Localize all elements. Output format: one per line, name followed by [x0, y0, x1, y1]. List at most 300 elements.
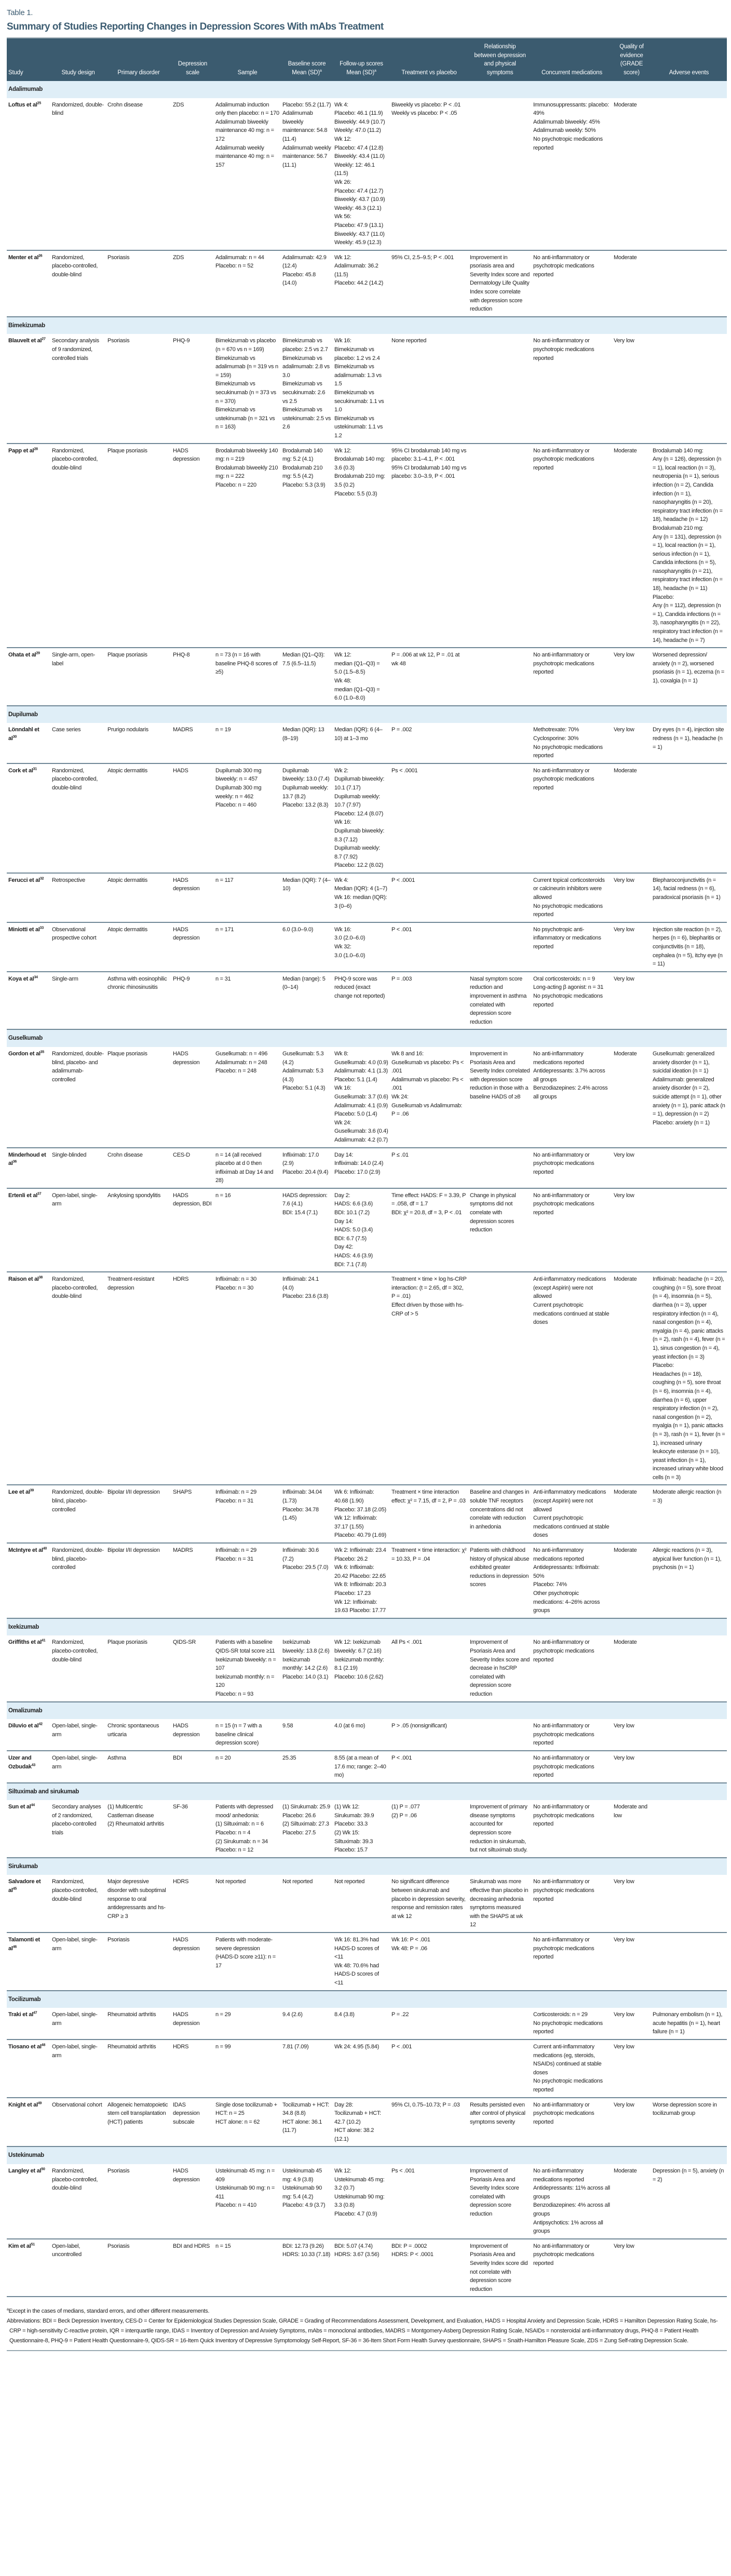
primary-disorder-cell: Atopic dermatitis — [106, 922, 171, 972]
study-reference: 38 — [38, 1276, 43, 1280]
concurrent-medications-cell: Corticosteroids: n = 29 No psychotropic medications reported — [532, 2008, 612, 2040]
table-row — [7, 1148, 727, 1188]
primary-disorder-cell: Bipolar I/II depression — [106, 1543, 171, 1618]
study-cell — [7, 1933, 50, 1991]
footnote-a-text: Except in the cases of medians, standard errors, and other different measurements. — [8, 2308, 210, 2315]
sample-cell: Infliximab: n = 30 Placebo: n = 30 — [214, 1272, 281, 1485]
concurrent-medications-cell: Anti-inflammatory medications (except Aspirin) were not allowed Current psychotropic medications continued at stable doses — [532, 1485, 612, 1543]
primary-disorder-cell: Chronic spontaneous urticaria — [106, 1719, 171, 1751]
primary-disorder-cell: Plaque psoriasis — [106, 648, 171, 706]
treatment-vs-placebo-cell: 95% CI brodalumab 140 mg vs placebo: 3.1–4.1, P < .001 95% CI brodalumab 140 mg vs placebo: 3.0–3.9, P < .001 — [390, 444, 468, 648]
primary-disorder-cell: Atopic dermatitis — [106, 873, 171, 922]
primary-disorder-cell: Psoriasis — [106, 1933, 171, 1991]
baseline-score-cell: Ixekizumab biweekly: 13.8 (2.6) Ixekizumab monthly: 14.2 (2.6) Placebo: 14.0 (3.1) — [281, 1635, 333, 1701]
treatment-vs-placebo-cell: P ≤ .01 — [390, 1148, 468, 1188]
study-design-cell: Open-label, single-arm — [50, 1933, 106, 1991]
study-reference: 36 — [12, 1160, 17, 1164]
baseline-score-cell: Adalimumab: 42.9 (12.4) Placebo: 45.8 (14.0) — [281, 250, 333, 317]
relationship-cell: Change in physical symptoms did not correlate with depression scores reduction — [468, 1188, 532, 1272]
header-study: Study — [7, 38, 50, 81]
sample-cell: Adalimumab induction only then placebo: n = 170 Adalimumab biweekly maintenance 40 mg: n = 172 Adalimumab weekly maintenance 40 mg: n = 157 — [214, 98, 281, 250]
relationship-cell: Improvement of Psoriasis Area and Severity Index score did not correlate with depression score reduction — [468, 2239, 532, 2297]
study-name: Uzer and Ozbudak — [8, 1754, 32, 1770]
table-row — [7, 922, 727, 972]
sample-cell: Adalimumab: n = 44 Placebo: n = 52 — [214, 250, 281, 317]
relationship-cell — [468, 1148, 532, 1188]
study-name: Lee et al — [8, 1489, 30, 1496]
depression-scale-cell: HDRS — [171, 2040, 214, 2098]
study-design-cell: Secondary analyses of 2 randomized, placebo-controlled trials — [50, 1800, 106, 1858]
followup-scores-cell: Wk 6: Infliximab: 40.68 (1.90) Placebo: 37.18 (2.05) Wk 12: Infliximab: 37.17 (1.55) Placebo: 40.79 (1.69) — [333, 1485, 390, 1543]
section-row — [7, 1702, 727, 1720]
primary-disorder-cell: Atopic dermatitis — [106, 763, 171, 873]
study-cell — [7, 1047, 50, 1148]
quality-of-evidence-cell: Moderate — [612, 1047, 651, 1148]
study-reference: 44 — [31, 1803, 35, 1807]
study-reference: 37 — [37, 1192, 42, 1196]
adverse-events-cell — [651, 1751, 727, 1783]
section-row — [7, 1783, 727, 1801]
primary-disorder-cell: Ankylosing spondylitis — [106, 1188, 171, 1272]
header-medications: Concurrent medications — [532, 38, 612, 81]
study-cell — [7, 873, 50, 922]
followup-scores-cell: Wk 24: 4.95 (5.84) — [333, 2040, 390, 2098]
depression-scale-cell: CES-D — [171, 1148, 214, 1188]
relationship-cell: Nasal symptom score reduction and improvement in asthma correlated with depression score reduction — [468, 972, 532, 1030]
baseline-score-cell: BDI: 12.73 (9.26) HDRS: 10.33 (7.18) — [281, 2239, 333, 2297]
quality-of-evidence-cell: Moderate and low — [612, 1800, 651, 1858]
sample-cell: Dupilumab 300 mg biweekly: n = 457 Dupilumab 300 mg weekly: n = 462 Placebo: n = 460 — [214, 763, 281, 873]
treatment-vs-placebo-cell: Treatment × time interaction: χ² = 10.33, P = .04 — [390, 1543, 468, 1618]
study-design-cell: Randomized, double-blind — [50, 98, 106, 250]
treatment-vs-placebo-cell: Time effect: HADS: F = 3.39, P = .058, df = 1.7 BDI: χ² = 20.8, df = 3, P < .01 — [390, 1188, 468, 1272]
depression-scale-cell: HADS depression — [171, 2008, 214, 2040]
study-design-cell: Single-blinded — [50, 1148, 106, 1188]
depression-scale-cell: HADS depression — [171, 2164, 214, 2239]
concurrent-medications-cell: No anti-inflammatory or psychotropic medications reported — [532, 2098, 612, 2147]
treatment-vs-placebo-cell: P = .002 — [390, 723, 468, 763]
study-name: Tiosano et al — [8, 2043, 42, 2050]
baseline-score-cell: Ustekinumab 45 mg: 4.9 (3.8) Ustekinumab 90 mg: 5.4 (4.2) Placebo: 4.9 (3.7) — [281, 2164, 333, 2239]
sample-cell: Bimekizumab vs placebo (n = 670 vs n = 169) Bimekizumab vs adalimumab (n = 319 vs n = 159) Bimekizumab vs secukinumab (n = 373 vs n = 370) Bimekizumab vs ustekinumab (n = 321 vs n = 163) — [214, 334, 281, 443]
sample-cell: Infliximab: n = 29 Placebo: n = 31 — [214, 1485, 281, 1543]
study-name: Blauvelt et al — [8, 338, 42, 344]
baseline-score-cell: Tocilizumab + HCT: 34.8 (8.8) HCT alone: 36.1 (11.7) — [281, 2098, 333, 2147]
quality-of-evidence-cell: Very low — [612, 1188, 651, 1272]
primary-disorder-cell: Rheumatoid arthritis — [106, 2040, 171, 2098]
study-name: McIntyre et al — [8, 1547, 43, 1554]
treatment-vs-placebo-cell: P < .001 — [390, 922, 468, 972]
study-cell — [7, 922, 50, 972]
primary-disorder-cell: Psoriasis — [106, 250, 171, 317]
study-cell — [7, 648, 50, 706]
baseline-score-cell: Not reported — [281, 1875, 333, 1933]
table-row — [7, 1543, 727, 1618]
study-name: Gordon et al — [8, 1050, 40, 1057]
concurrent-medications-cell: No anti-inflammatory or psychotropic medications reported — [532, 1188, 612, 1272]
table-label: Table 1. — [7, 8, 33, 17]
sample-cell: Patients with a baseline QIDS-SR total score ≥11 Ixekizumab biweekly: n = 107 Ixekizumab monthly: n = 120 Placebo: n = 93 — [214, 1635, 281, 1701]
baseline-score-cell: 25.35 — [281, 1751, 333, 1783]
relationship-cell: Baseline and changes in soluble TNF receptors concentrations did not correlate with reduction in anhedonia — [468, 1485, 532, 1543]
sample-cell: n = 73 (n = 16 with baseline PHQ-8 scores of ≥5) — [214, 648, 281, 706]
header-followup-footnote-mark: a — [374, 69, 376, 73]
baseline-score-cell: 7.81 (7.09) — [281, 2040, 333, 2098]
study-cell — [7, 1485, 50, 1543]
depression-scale-cell: SF-36 — [171, 1800, 214, 1858]
study-name: Griffiths et al — [8, 1639, 42, 1646]
baseline-score-cell: Brodalumab 140 mg: 5.2 (4.1) Brodalumab 210 mg: 5.5 (4.2) Placebo: 5.3 (3.9) — [281, 444, 333, 648]
table-row — [7, 648, 727, 706]
primary-disorder-cell: Psoriasis — [106, 2239, 171, 2297]
section-row — [7, 1991, 727, 2008]
table-row — [7, 763, 727, 873]
table-footnotes — [7, 2306, 727, 2351]
section-title: Tocilizumab — [7, 1991, 727, 2008]
baseline-score-cell: Infliximab: 34.04 (1.73) Placebo: 34.78 (1.45) — [281, 1485, 333, 1543]
adverse-events-cell — [651, 1719, 727, 1751]
table-row — [7, 2040, 727, 2098]
section-title: Dupilumab — [7, 706, 727, 723]
footnote-abbreviations: Abbreviations: BDI = Beck Depression Inventory, CES-D = Center for Epidemiological Studies Depression Scale, GRADE = Grading of Recommendations Assessment, Development, and Evaluation, HADS = Hospital Anxiety and Depression Scale, HDRS = Hamilton Depression Rating Scale, hs-CRP = high-sensitivity C-reactive protein, IQR = interquartile range, IDAS = Inventory of Depression and Anxiety Symptoms, mAbs = monoclonal antibodies, MADRS = Montgomery-Asberg Depression Rating Scale, NSAIDs = nonsteroidal anti-inflammatory drugs, PHQ-8 = Patient Health Questionnaire-8, PHQ-9 = Patient Health Questionnaire-9, QIDS-SR = 16-Item Quick Inventory of Depressive Symptomology Self-Report, SF-36 = 36-Item Short Form Health Survey questionnaire, SHAPS = Snaith-Hamilton Pleasure Scale, ZDS = Zung Self-rating Depression Scale. — [7, 2318, 718, 2344]
study-reference: 34 — [34, 975, 38, 980]
sample-cell: n = 15 — [214, 2239, 281, 2297]
treatment-vs-placebo-cell: Biweekly vs placebo: P < .01 Weekly vs placebo: P < .05 — [390, 98, 468, 250]
baseline-score-cell: Bimekizumab vs placebo: 2.5 vs 2.7 Bimekizumab vs adalimumab: 2.8 vs 3.0 Bimekizumab vs secukinumab: 2.6 vs 2.5 Bimekizumab vs ustekinumab: 2.5 vs 2.6 — [281, 334, 333, 443]
section-title: Sirukumab — [7, 1858, 727, 1875]
study-design-cell: Randomized, placebo-controlled, double-blind — [50, 1635, 106, 1701]
study-reference: 48 — [41, 2043, 46, 2047]
study-cell — [7, 1635, 50, 1701]
concurrent-medications-cell: Current topical corticosteroids or calcineurin inhibitors were allowed No psychotropic medications reported — [532, 873, 612, 922]
baseline-score-cell: (1) Sirukumab: 25.9 Placebo: 26.6 (2) Siltuximab: 27.3 Placebo: 27.5 — [281, 1800, 333, 1858]
quality-of-evidence-cell: Moderate — [612, 2164, 651, 2239]
primary-disorder-cell: Plaque psoriasis — [106, 1047, 171, 1148]
study-cell — [7, 2239, 50, 2297]
treatment-vs-placebo-cell: 95% CI, 2.5–9.5; P < .001 — [390, 250, 468, 317]
quality-of-evidence-cell: Moderate — [612, 444, 651, 648]
quality-of-evidence-cell: Moderate — [612, 1543, 651, 1618]
table-row — [7, 1800, 727, 1858]
sample-cell: n = 19 — [214, 723, 281, 763]
adverse-events-cell — [651, 1148, 727, 1188]
depression-scale-cell: HDRS — [171, 1875, 214, 1933]
quality-of-evidence-cell: Moderate — [612, 98, 651, 250]
adverse-events-cell — [651, 98, 727, 250]
relationship-cell — [468, 873, 532, 922]
depression-scale-cell: QIDS-SR — [171, 1635, 214, 1701]
study-design-cell: Randomized, double-blind, placebo-controlled — [50, 1485, 106, 1543]
study-name: Lönndahl et al — [8, 727, 39, 742]
concurrent-medications-cell: Immunosuppressants: placebo: 49% Adalimumab biweekly: 45% Adalimumab weekly: 50% No psychotropic medications reported — [532, 98, 612, 250]
study-name: Langley et al — [8, 2168, 42, 2175]
study-design-cell: Randomized, placebo-controlled, double-blind — [50, 2164, 106, 2239]
followup-scores-cell: Wk 12: Brodalumab 140 mg: 3.6 (0.3) Brodalumab 210 mg: 3.5 (0.2) Placebo: 5.5 (0.3) — [333, 444, 390, 648]
adverse-events-cell: Injection site reaction (n = 2), herpes (n = 6), blepharitis or conjunctivitis (n = 18), cephalea (n = 5), itchy eye (n = 11) — [651, 922, 727, 972]
section-title: Bimekizumab — [7, 317, 727, 334]
study-reference: 43 — [31, 1763, 35, 1767]
relationship-cell — [468, 1719, 532, 1751]
studies-table — [7, 37, 727, 2297]
study-name: Papp et al — [8, 447, 34, 454]
sample-cell: Ustekinumab 45 mg: n = 409 Ustekinumab 90 mg: n = 411 Placebo: n = 410 — [214, 2164, 281, 2239]
quality-of-evidence-cell: Very low — [612, 723, 651, 763]
primary-disorder-cell: Treatment-resistant depression — [106, 1272, 171, 1485]
sample-cell: Guselkumab: n = 496 Adalimumab: n = 248 Placebo: n = 248 — [214, 1047, 281, 1148]
adverse-events-cell: Moderate allergic reaction (n = 3) — [651, 1485, 727, 1543]
baseline-score-cell: Median (Q1–Q3): 7.5 (6.5–11.5) — [281, 648, 333, 706]
study-name: Diluvio et al — [8, 1723, 39, 1729]
depression-scale-cell: HADS depression — [171, 1719, 214, 1751]
table-row — [7, 334, 727, 443]
treatment-vs-placebo-cell: Treatment × time interaction effect: χ² = 7.15, df = 2, P = .03 — [390, 1485, 468, 1543]
adverse-events-cell: Worsened depression/ anxiety (n = 2), worsened psoriasis (n = 1), eczema (n = 1), coxalgia (n = 1) — [651, 648, 727, 706]
treatment-vs-placebo-cell: Treatment × time × log hs-CRP interaction: (t = 2.65, df = 302, P = .01) Effect driven by those with hs-CRP of > 5 — [390, 1272, 468, 1485]
concurrent-medications-cell: No anti-inflammatory medications reported Antidepressants: 3.7% across all groups Benzodiazepines: 2.4% across all groups — [532, 1047, 612, 1148]
study-name: Salvadore et al — [8, 1879, 41, 1894]
concurrent-medications-cell: No anti-inflammatory medications reported Antidepressants: Infliximab: 50% Placebo: 74% Other psychotropic medications: 4–26% across groups — [532, 1543, 612, 1618]
study-name: Ferucci et al — [8, 877, 40, 883]
quality-of-evidence-cell: Very low — [612, 873, 651, 922]
table-row — [7, 2008, 727, 2040]
study-reference: 30 — [12, 735, 17, 739]
study-reference: 27 — [42, 337, 46, 341]
quality-of-evidence-cell: Moderate — [612, 763, 651, 873]
primary-disorder-cell: Prurigo nodularis — [106, 723, 171, 763]
baseline-score-cell: 9.4 (2.6) — [281, 2008, 333, 2040]
adverse-events-cell — [651, 334, 727, 443]
primary-disorder-cell: Bipolar I/II depression — [106, 1485, 171, 1543]
treatment-vs-placebo-cell: P < .0001 — [390, 873, 468, 922]
treatment-vs-placebo-cell: Wk 16: P < .001 Wk 48: P = .06 — [390, 1933, 468, 1991]
treatment-vs-placebo-cell: Ps < .0001 — [390, 763, 468, 873]
baseline-score-cell: Dupilumab biweekly: 13.0 (7.4) Dupilumab weekly: 13.7 (8.2) Placebo: 13.2 (8.3) — [281, 763, 333, 873]
study-cell — [7, 1751, 50, 1783]
baseline-score-cell: Median (range): 5 (0–14) — [281, 972, 333, 1030]
quality-of-evidence-cell: Very low — [612, 1148, 651, 1188]
study-reference: 35 — [40, 1050, 45, 1054]
study-design-cell: Open-label, single-arm — [50, 1751, 106, 1783]
study-reference: 41 — [42, 1639, 46, 1643]
study-reference: 40 — [43, 1547, 47, 1551]
study-reference: 49 — [37, 2101, 42, 2105]
treatment-vs-placebo-cell: BDI: P = .0002 HDRS: P < .0001 — [390, 2239, 468, 2297]
treatment-vs-placebo-cell: P < .001 — [390, 2040, 468, 2098]
sample-cell: n = 20 — [214, 1751, 281, 1783]
study-name: Ertenli et al — [8, 1192, 38, 1199]
footnote-a — [7, 2306, 727, 2316]
relationship-cell — [468, 1933, 532, 1991]
relationship-cell: Improvement of Psoriasis Area and Severity Index score correlated with depression score reduction — [468, 2164, 532, 2239]
header-design: Study design — [50, 38, 106, 81]
study-name: Menter et al — [8, 254, 39, 261]
relationship-cell — [468, 1751, 532, 1783]
primary-disorder-cell: Crohn disease — [106, 98, 171, 250]
followup-scores-cell: Wk 4: Median (IQR): 4 (1–7) Wk 16: median (IQR): 3 (0–6) — [333, 873, 390, 922]
followup-scores-cell: Wk 16: 81.3% had HADS-D scores of <11 Wk 48: 70.6% had HADS-D scores of <11 — [333, 1933, 390, 1991]
study-design-cell: Case series — [50, 723, 106, 763]
followup-scores-cell: Not reported — [333, 1875, 390, 1933]
relationship-cell — [468, 648, 532, 706]
study-name: Loftus et al — [8, 101, 37, 108]
depression-scale-cell: HDRS — [171, 1272, 214, 1485]
relationship-cell — [468, 98, 532, 250]
relationship-cell: Improvement of Psoriasis Area and Severity Index score and decrease in hsCRP correlated with depression score reduction — [468, 1635, 532, 1701]
concurrent-medications-cell: Methotrexate: 70% Cyclosporine: 30% No psychotropic medications reported — [532, 723, 612, 763]
study-cell — [7, 1148, 50, 1188]
followup-scores-cell: (1) Wk 12: Sirukumab: 39.9 Placebo: 33.3 (2) Wk 15: Siltuximab: 39.3 Placebo: 15.7 — [333, 1800, 390, 1858]
study-reference: 28 — [34, 447, 38, 451]
table-row — [7, 1933, 727, 1991]
study-cell — [7, 2098, 50, 2147]
followup-scores-cell: 8.4 (3.8) — [333, 2008, 390, 2040]
relationship-cell: Improvement of primary disease symptoms accounted for depression score reduction in sirukumab, but not siltuximab study. — [468, 1800, 532, 1858]
study-name: Ohata et al — [8, 652, 36, 659]
relationship-cell — [468, 922, 532, 972]
study-design-cell: Observational prospective cohort — [50, 922, 106, 972]
sample-cell: n = 14 (all received placebo at d 0 then infliximab at Day 14 and 28) — [214, 1148, 281, 1188]
adverse-events-cell — [651, 1875, 727, 1933]
concurrent-medications-cell: Current anti-inflammatory medications (eg, steroids, NSAIDs) continued at stable doses No psychotropic medications reported — [532, 2040, 612, 2098]
study-cell — [7, 1800, 50, 1858]
baseline-score-cell: Infliximab: 30.6 (7.2) Placebo: 29.5 (7.0) — [281, 1543, 333, 1618]
adverse-events-cell — [651, 763, 727, 873]
followup-scores-cell: Wk 2: Dupilumab biweekly: 10.1 (7.17) Dupilumab weekly: 10.7 (7.97) Placebo: 12.4 (8.07) Wk 16: Dupilumab biweekly: 8.3 (7.12) Dupilumab weekly: 8.7 (7.92) Placebo: 12.2 (8.02) — [333, 763, 390, 873]
study-design-cell: Secondary analysis of 9 randomized, controlled trials — [50, 334, 106, 443]
depression-scale-cell: BDI and HDRS — [171, 2239, 214, 2297]
section-row — [7, 1618, 727, 1636]
relationship-cell — [468, 763, 532, 873]
section-title: Siltuximab and sirukumab — [7, 1783, 727, 1801]
relationship-cell: Sirukumab was more effective than placebo in decreasing anhedonia symptoms measured with the SHAPS at wk 12 — [468, 1875, 532, 1933]
study-design-cell: Open-label, single-arm — [50, 2008, 106, 2040]
depression-scale-cell: BDI — [171, 1751, 214, 1783]
adverse-events-cell — [651, 972, 727, 1030]
depression-scale-cell: ZDS — [171, 250, 214, 317]
concurrent-medications-cell: Oral corticosteroids: n = 9 Long-acting β agonist: n = 31 No psychotropic medications reported — [532, 972, 612, 1030]
concurrent-medications-cell: Anti-inflammatory medications (except Aspirin) were not allowed Current psychotropic medications continued at stable doses — [532, 1272, 612, 1485]
header-baseline-text: Baseline score Mean (SD) — [288, 61, 326, 76]
primary-disorder-cell: (1) Multicentric Castleman disease (2) Rheumatoid arthritis — [106, 1800, 171, 1858]
concurrent-medications-cell: No anti-inflammatory or psychotropic medications reported — [532, 648, 612, 706]
depression-scale-cell: HADS depression — [171, 922, 214, 972]
baseline-score-cell: Infliximab: 24.1 (4.0) Placebo: 23.6 (3.8) — [281, 1272, 333, 1485]
followup-scores-cell — [333, 1272, 390, 1485]
study-reference: 25 — [37, 101, 41, 105]
adverse-events-cell — [651, 250, 727, 317]
sample-cell: Single dose tocilizumab + HCT: n = 25 HCT alone: n = 62 — [214, 2098, 281, 2147]
study-name: Minderhoud et al — [8, 1151, 46, 1167]
concurrent-medications-cell: No anti-inflammatory medications reported Antidepressants: 11% across all groups Benzodiazepines: 4% across all groups Antipsychotics: 1% across all groups — [532, 2164, 612, 2239]
sample-cell: Brodalumab biweekly 140 mg: n = 219 Brodalumab biweekly 210 mg: n = 222 Placebo: n = 220 — [214, 444, 281, 648]
study-design-cell: Randomized, placebo-controlled, double-blind — [50, 1875, 106, 1933]
concurrent-medications-cell: No anti-inflammatory or psychotropic medications reported — [532, 1719, 612, 1751]
treatment-vs-placebo-cell: Ps < .001 — [390, 2164, 468, 2239]
sample-cell: n = 171 — [214, 922, 281, 972]
table-header-row — [7, 38, 727, 81]
study-name: Cork et al — [8, 767, 33, 774]
concurrent-medications-cell: No anti-inflammatory or psychotropic medications reported — [532, 1635, 612, 1701]
baseline-score-cell: Median (IQR): 13 (8–19) — [281, 723, 333, 763]
study-reference: 31 — [33, 767, 37, 771]
quality-of-evidence-cell: Very low — [612, 1875, 651, 1933]
concurrent-medications-cell: No anti-inflammatory or psychotropic medications reported — [532, 1933, 612, 1991]
header-disorder: Primary disorder — [106, 38, 171, 81]
sample-cell: n = 16 — [214, 1188, 281, 1272]
concurrent-medications-cell: No anti-inflammatory or psychotropic medications reported — [532, 2239, 612, 2297]
study-cell — [7, 2040, 50, 2098]
depression-scale-cell: HADS depression — [171, 1933, 214, 1991]
relationship-cell: Results persisted even after control of physical symptoms severity — [468, 2098, 532, 2147]
adverse-events-cell: Allergic reactions (n = 3), atypical liver function (n = 1), psychosis (n = 1) — [651, 1543, 727, 1618]
baseline-score-cell: Guselkumab: 5.3 (4.2) Adalimumab: 5.3 (4.3) Placebo: 5.1 (4.3) — [281, 1047, 333, 1148]
study-cell — [7, 1272, 50, 1485]
study-name: Kim et al — [8, 2243, 31, 2249]
concurrent-medications-cell: No anti-inflammatory or psychotropic medications reported — [532, 763, 612, 873]
table-title: Summary of Studies Reporting Changes in Depression Scores With mAbs Treatment — [7, 21, 384, 32]
section-row — [7, 1858, 727, 1875]
table-row — [7, 723, 727, 763]
quality-of-evidence-cell: Very low — [612, 1751, 651, 1783]
study-design-cell: Open-label, single-arm — [50, 1719, 106, 1751]
section-row — [7, 81, 727, 98]
section-title: Adalimumab — [7, 81, 727, 98]
table-row — [7, 1047, 727, 1148]
adverse-events-cell: Worse depression score in tocilizumab group — [651, 2098, 727, 2147]
adverse-events-cell: Infliximab: headache (n = 20), coughing (n = 5), sore throat (n = 4), insomnia (n = 5), diarrhea (n = 3), upper respiratory infection (n = 4), nasal congestion (n = 4), myalgia (n = 4), panic attacks (n = 2), rash (n = 4), fever (n = 1), sinus congestion (n = 4), yeast infection (n = 3) Placebo: Headaches (n = 18), coughing (n = 5), sore throat (n = 6), insomnia (n = 4), diarrhea (n = 6), upper respiratory infection (n = 2), nasal congestion (n = 2), myalgia (n = 1), panic attacks (n = 3), rash (n = 1), fever (n = 1), increased urinary leukocyte esterase (n = 10), yeast infection (n = 1), increased urinary white blood cells (n = 3) — [651, 1272, 727, 1485]
depression-scale-cell: HADS depression — [171, 873, 214, 922]
header-sample: Sample — [214, 38, 281, 81]
treatment-vs-placebo-cell: All Ps < .001 — [390, 1635, 468, 1701]
study-cell — [7, 2008, 50, 2040]
adverse-events-cell: Dry eyes (n = 4), injection site redness (n = 1), headache (n = 1) — [651, 723, 727, 763]
study-cell — [7, 1188, 50, 1272]
header-relationship: Relationship between depression and physical symptoms — [468, 38, 532, 81]
followup-scores-cell: Wk 4: Placebo: 46.1 (11.9) Biweekly: 44.9 (10.7) Weekly: 47.0 (11.2) Wk 12: Placebo: 47.4 (12.8) Biweekly: 43.4 (11.0) Weekly: 12: 46.1 (11.5) Wk 26: Placebo: 47.4 (12.7) Biweekly: 43.7 (10.9) Weekly: 46.3 (12.1) Wk 56: Placebo: 47.9 (13.1) Biweekly: 43.7 (11.0) Weekly: 45.9 (12.3) — [333, 98, 390, 250]
concurrent-medications-cell: No anti-inflammatory or psychotropic medications reported — [532, 334, 612, 443]
header-quality: Quality of evidence (GRADE score) — [612, 38, 651, 81]
baseline-score-cell: Median (IQR): 7 (4–10) — [281, 873, 333, 922]
adverse-events-cell — [651, 1800, 727, 1858]
study-reference: 46 — [12, 1944, 17, 1949]
study-cell — [7, 763, 50, 873]
quality-of-evidence-cell: Very low — [612, 1933, 651, 1991]
study-design-cell: Randomized, double-blind, placebo- and adalimumab-controlled — [50, 1047, 106, 1148]
study-design-cell: Randomized, placebo-controlled, double-blind — [50, 763, 106, 873]
depression-scale-cell: PHQ-9 — [171, 334, 214, 443]
quality-of-evidence-cell: Very low — [612, 2008, 651, 2040]
section-row — [7, 1029, 727, 1047]
study-design-cell: Single-arm — [50, 972, 106, 1030]
followup-scores-cell: Wk 2: Infliximab: 23.4 Placebo: 26.2 Wk 6: Infliximab: 20.42 Placebo: 22.65 Wk 8: Infliximab: 20.3 Placebo: 17.23 Wk 12: Infliximab: 19.63 Placebo: 17.77 — [333, 1543, 390, 1618]
section-row — [7, 2146, 727, 2164]
treatment-vs-placebo-cell: P = .003 — [390, 972, 468, 1030]
baseline-score-cell: Infliximab: 17.0 (2.9) Placebo: 20.4 (9.4) — [281, 1148, 333, 1188]
study-cell — [7, 1875, 50, 1933]
treatment-vs-placebo-cell: 95% CI, 0.75–10.73; P = .03 — [390, 2098, 468, 2147]
study-cell — [7, 723, 50, 763]
table-row — [7, 1875, 727, 1933]
study-name: Miniotti et al — [8, 926, 40, 933]
table-row — [7, 2239, 727, 2297]
primary-disorder-cell: Crohn disease — [106, 1148, 171, 1188]
study-design-cell: Single-arm, open-label — [50, 648, 106, 706]
header-adverse: Adverse events — [651, 38, 727, 81]
relationship-cell — [468, 2040, 532, 2098]
study-cell — [7, 334, 50, 443]
table-row — [7, 873, 727, 922]
study-name: Sun et al — [8, 1804, 31, 1810]
